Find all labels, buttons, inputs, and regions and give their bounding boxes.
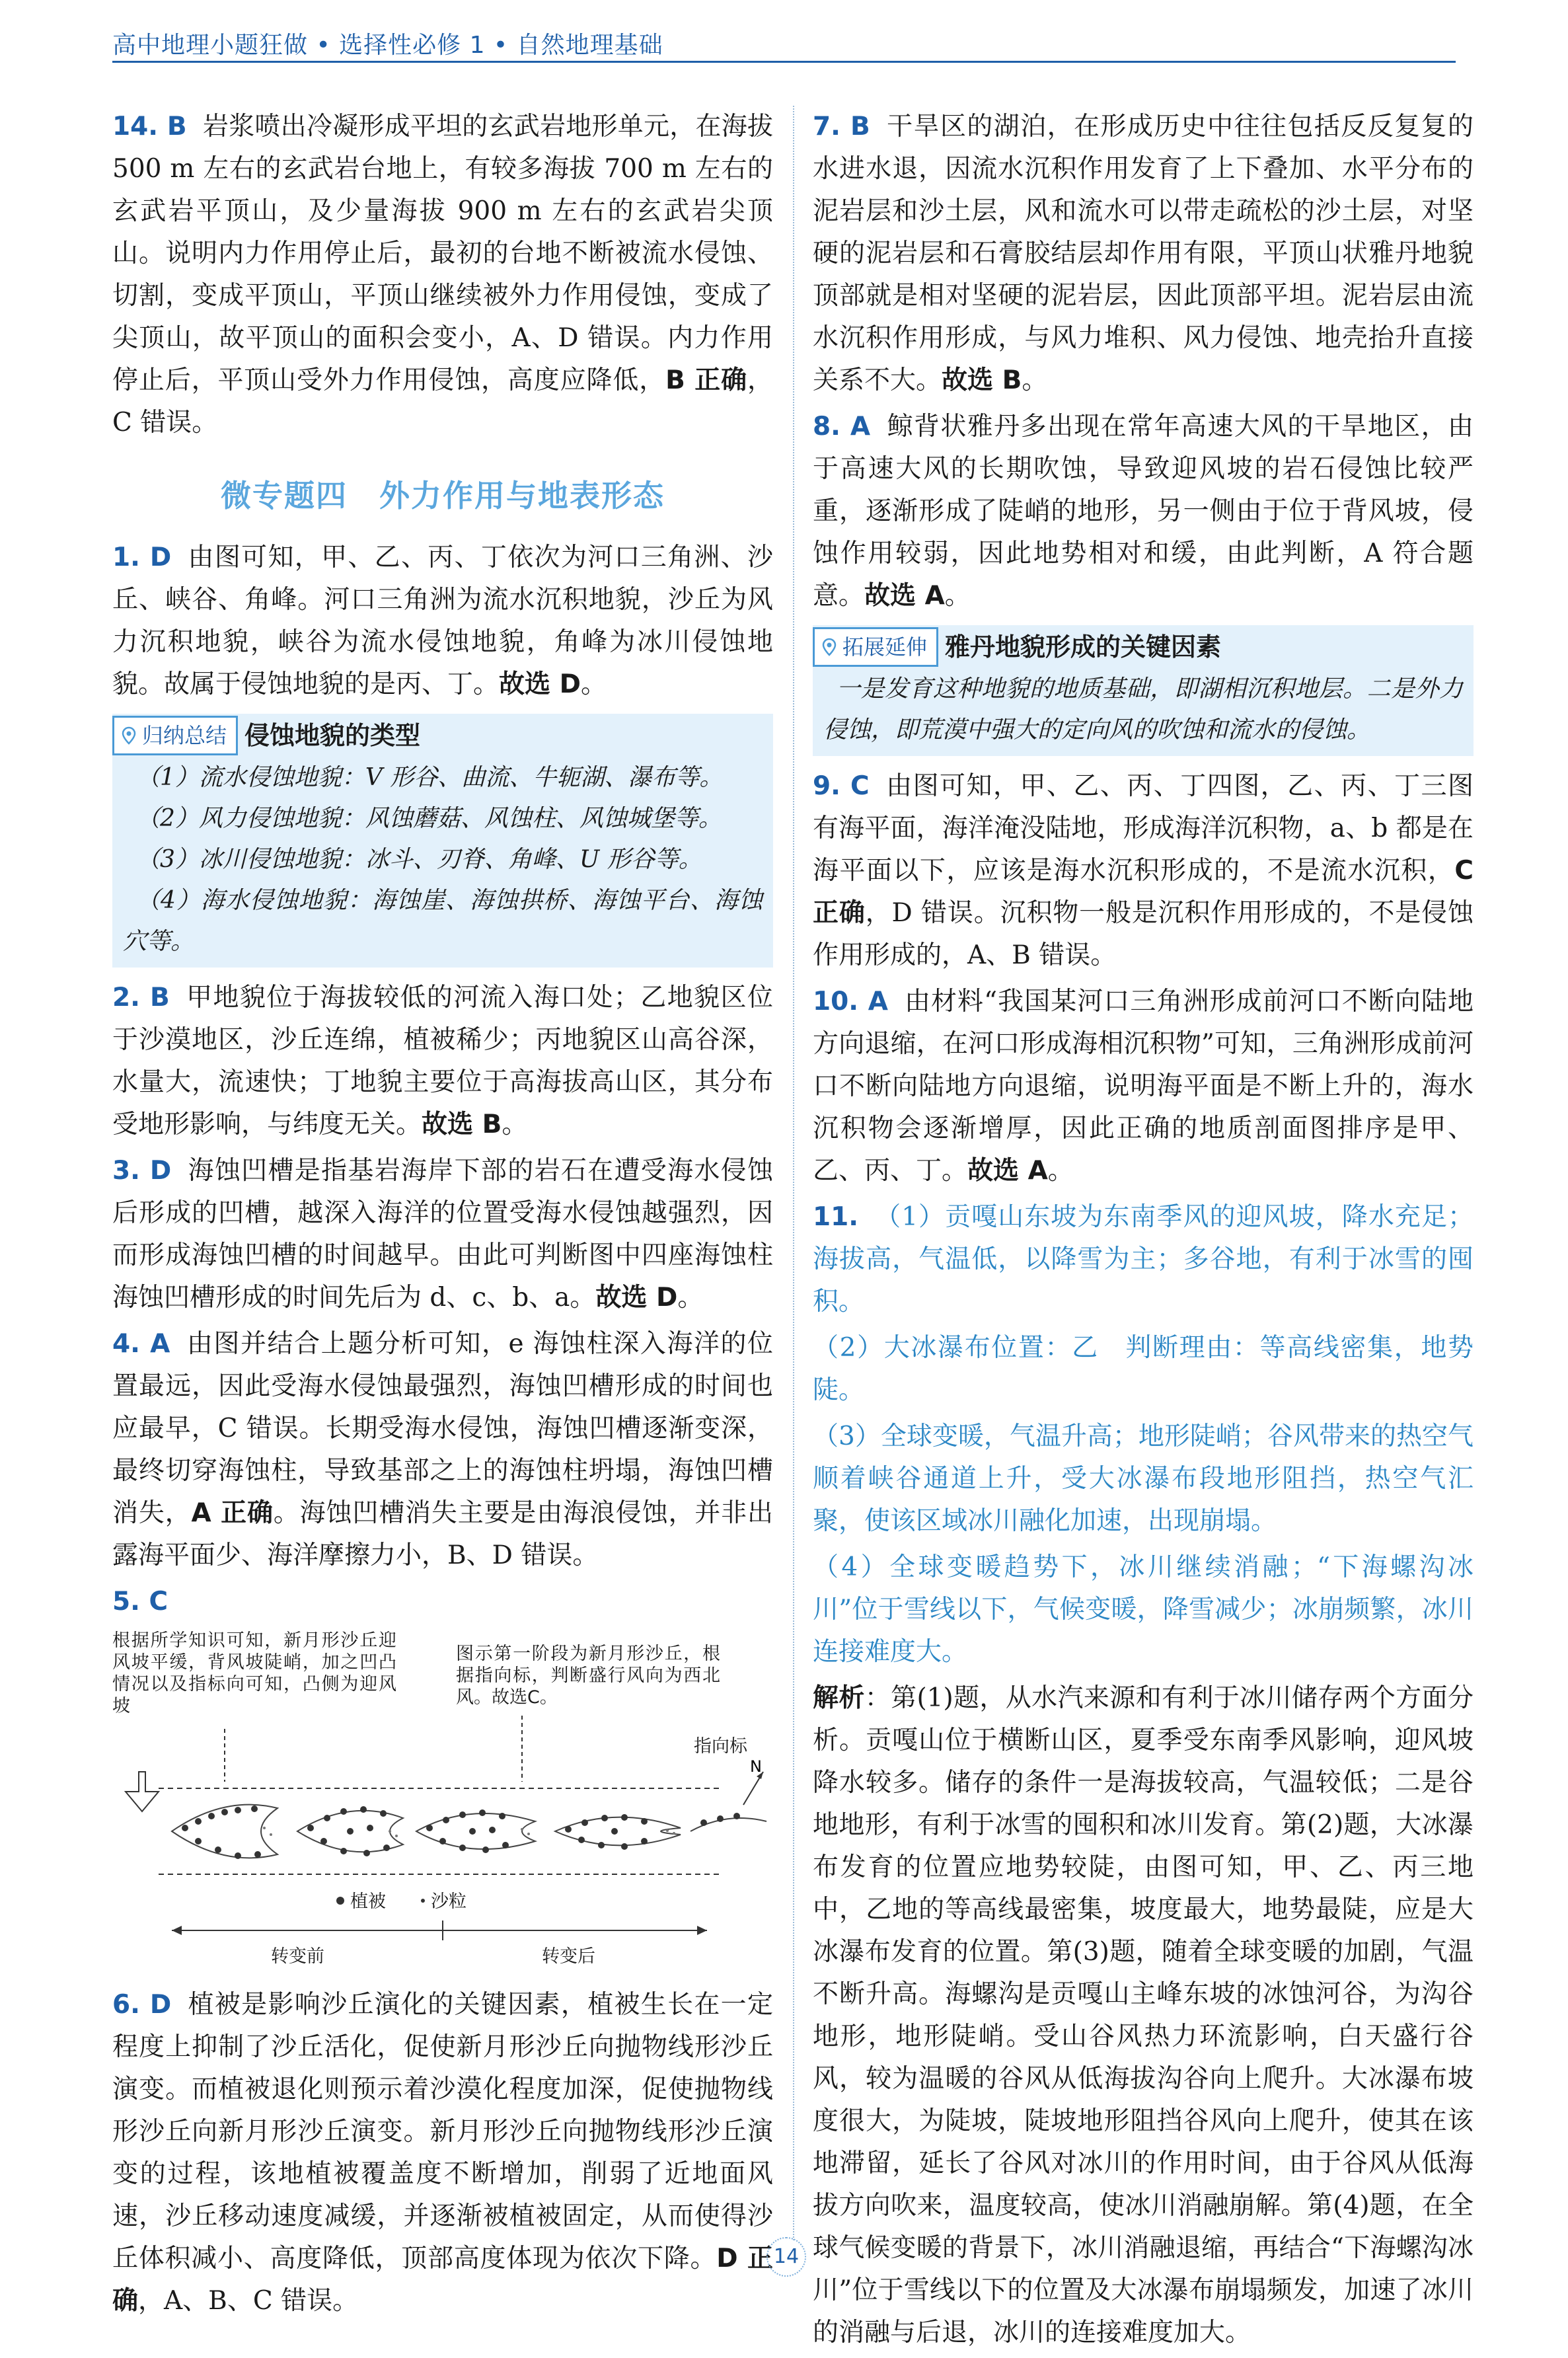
compass-label: 指向标 <box>694 1736 747 1757</box>
dune-diagram <box>112 1630 773 1973</box>
answer-11-analysis: 解析：第(1)题，从水汽来源和有利于冰川储存两个方面分析。贡嘎山位于横断山区，夏季受东南季风影响，迎风坡降水较多。储存的条件一是海拔较高，气温较低；二是谷地地形，有利于冰雪的囤积和冰川发育。第(2)题，大冰瀑布发育的位置应地势较陡，由图可知，甲、乙、丙三地中，乙地的等高线最密集，坡度最大，地势最陡，应是大冰瀑布发育的位置。第(3)题，随着全球变暖的加剧，气温不断升高。海螺沟是贡嘎山主峰东坡的冰蚀河谷，为沟谷地形，地形陡峭。受山谷风热力环流影响，白天盛行谷风，较为温暖的谷风从低海拔沟谷向上爬升。大冰瀑布坡度很大，为陡坡，陡坡地形阻挡谷风向上爬升，使其在该地滞留，延长了谷风对冰川的作用时间，由于谷风从低海拔方向吹来，温度较高，使冰川消融崩解。第(4)题，在全球气候变暖的背景下，冰川消融退缩，再结合“下海螺沟冰川”位于雪线以下的位置及大冰瀑布崩塌频发，加速了冰川的消融与后退，冰川的连接难度加大。 <box>813 1683 1474 2347</box>
summary-item: （1）流水侵蚀地貌：V 形谷、曲流、牛轭湖、瀑布等。 <box>136 764 724 791</box>
summary-title: 侵蚀地貌的类型 <box>244 721 421 750</box>
answer-10: 10. A 由材料“我国某河口三角洲形成前河口不断向陆地方向退缩，在河口形成海相沉积物”可知，三角洲形成前河口不断向陆地方向退缩，说明海平面是不断上升的，海水沉积物会逐渐增厚，因此正确的地质剖面图排序是甲、乙、丙、丁。故选 A。 <box>813 987 1474 1186</box>
dune-figure <box>112 1630 773 1973</box>
answer-11-part-3: （3）全球变暖，气温升高；地形陡峭；谷风带来的热空气顺着峡谷通道上升，受大冰瀑布段地形阻挡，热空气汇聚，使该区域冰川融化加速，出现崩塌。 <box>813 1422 1474 1536</box>
extension-tag: 拓展延伸 <box>813 627 938 667</box>
summary-tag: 归纳总结 <box>112 716 238 755</box>
answer-11-part-1: 11. （1）贡嘎山东坡为东南季风的迎风坡，降水充足；海拔高，气温低，以降雪为主；多谷地，有利于冰雪的囤积。 <box>813 1202 1474 1316</box>
answer-9: 9. C 由图可知，甲、乙、丙、丁四图，乙、丙、丁三图有海平面，海洋淹没陆地，形成海洋沉积物，a、b 都是在海平面以下，应该是海水沉积形成的，不是流水沉积，C 正确，D 错误。沉积物一般是沉积作用形成的，不是侵蚀作用形成的，A、B 错误。 <box>813 771 1474 970</box>
section-title: 微专题四 外力作用与地表形态 <box>221 478 665 513</box>
answer-11-part-2: （2）大冰瀑布位置：乙 判断理由：等高线密集，地势陡。 <box>813 1333 1474 1405</box>
north-label: N <box>750 1757 762 1776</box>
wind-arrow-icon <box>126 1772 159 1811</box>
legend-sand: 沙粒 <box>431 1891 467 1912</box>
extension-body: 一是发育这种地貌的地质基础，即湖相沉积地层。二是外力侵蚀，即荒漠中强大的定向风的吹蚀和流水的侵蚀。 <box>823 675 1463 743</box>
summary-box <box>112 714 773 968</box>
map-pin-icon <box>120 726 138 745</box>
map-pin-icon <box>820 638 839 656</box>
running-header: 高中地理小题狂做 • 选择性必修 1 • 自然地理基础 <box>112 32 663 59</box>
label-after: 转变后 <box>542 1946 595 1967</box>
vegetation-legend-icon <box>336 1897 344 1905</box>
answer-14: 14. B 岩浆喷出冷凝形成平坦的玄武岩地形单元，在海拔 500 m 左右的玄武岩台地上，有较多海拔 700 m 左右的玄武岩平顶山，及少量海拔 900 m 左右的玄武岩尖顶山。说明内力作用停止后，最初的台地不断被流水侵蚀、切割，变成平顶山，平顶山继续被外力作用侵蚀，变成了尖顶山，故平顶山的面积会变小，A、D 错误。内力作用停止后，平顶山受外力作用侵蚀，高度应降低，B 正确，C 错误。 <box>112 112 773 437</box>
summary-item: （2）风力侵蚀地貌：风蚀蘑菇、风蚀柱、风蚀城堡等。 <box>136 805 722 832</box>
answer-6: 6. D 植被是影响沙丘演化的关键因素，植被生长在一定程度上抑制了沙丘活化，促使新月形沙丘向抛物线形沙丘演变。而植被退化则预示着沙漠化程度加深，促使抛物线形沙丘向新月形沙丘演变。新月形沙丘向抛物线形沙丘演变的过程，该地植被覆盖度不断增加，削弱了近地面风速，沙丘移动速度减缓，并逐渐被植被固定，从而使得沙丘体积减小、高度降低，顶部高度体现为依次下降。D 正确，A、B、C 错误。 <box>112 1990 773 2316</box>
answer-7: 7. B 干旱区的湖泊，在形成历史中往往包括反反复复的水进水退，因流水沉积作用发育了上下叠加、水平分布的泥岩层和沙土层，风和流水可以带走疏松的沙土层，对坚硬的泥岩层和石膏胶结层却作用有限，平顶山状雅丹地貌顶部就是相对坚硬的泥岩层，因此顶部平坦。泥岩层由流水沉积作用形成，与风力堆积、风力侵蚀、地壳抬升直接关系不大。故选 B。 <box>813 112 1474 395</box>
figure-note-left: 根据所学知识可知，新月形沙丘迎风坡平缓，背风坡陡峭，加之凹凸情况以及指标向可知，凸侧为迎风坡 <box>112 1630 396 1716</box>
north-arrow-icon <box>743 1772 763 1805</box>
answer-11-part-4: （4）全球变暖趋势下，冰川继续消融；“下海螺沟冰川”位于雪线以下，气候变暖，降雪减少；冰崩频繁，冰川连接难度大。 <box>813 1552 1474 1667</box>
answer-8: 8. A 鲸背状雅丹多出现在常年高速大风的干旱地区，由于高速大风的长期吹蚀，导致迎风坡的岩石侵蚀比较严重，逐渐形成了陡峭的地形，另一侧由于位于背风坡，侵蚀作用较弱，因此地势相对和缓，由此判断，A 符合题意。故选 A。 <box>813 412 1474 611</box>
right-column <box>813 106 1474 2358</box>
answer-2: 2. B 甲地貌位于海拔较低的河流入海口处；乙地貌区位于沙漠地区，沙丘连绵，植被稀少；丙地貌区山高谷深，水量大，流速快；丁地貌主要位于高海拔高山区，其分布受地形影响，与纬度无关。故选 B。 <box>112 983 773 1139</box>
header-rule <box>112 61 1456 63</box>
column-divider <box>793 106 794 2240</box>
extension-box <box>813 625 1474 756</box>
left-column <box>112 106 773 2326</box>
page-number: 14 <box>766 2237 806 2277</box>
figure-note-right: 图示第一阶段为新月形沙丘，根据指向标，判断盛行风向为西北风。故选C。 <box>456 1644 720 1708</box>
answer-3: 3. D 海蚀凹槽是指基岩海岸下部的岩石在遭受海水侵蚀后形成的凹槽，越深入海洋的位置受海水侵蚀越强烈，因而形成海蚀凹槽的时间越早。由此可判断图中四座海蚀柱海蚀凹槽形成的时间先后为 d、c、b、a。故选 D。 <box>112 1156 773 1312</box>
summary-item: （4）海水侵蚀地貌：海蚀崖、海蚀拱桥、海蚀平台、海蚀穴等。 <box>123 887 763 955</box>
sand-legend-icon <box>421 1899 425 1903</box>
answer-1: 1. D 由图可知，甲、乙、丙、丁依次为河口三角洲、沙丘、峡谷、角峰。河口三角洲为流水沉积地貌，沙丘为风力沉积地貌，峡谷为流水侵蚀地貌，角峰为冰川侵蚀地貌。故属于侵蚀地貌的是丙、丁。故选 D。 <box>112 543 773 699</box>
label-before: 转变前 <box>271 1946 324 1967</box>
extension-title: 雅丹地貌形成的关键因素 <box>945 632 1222 662</box>
legend-vegetation: 植被 <box>350 1891 386 1912</box>
answer-5: 5. C <box>112 1587 168 1616</box>
answer-4: 4. A 由图并结合上题分析可知，e 海蚀柱深入海洋的位置最远，因此受海水侵蚀最强烈，海蚀凹槽形成的时间也应最早，C 错误。长期受海水侵蚀，海蚀凹槽逐渐变深，最终切穿海蚀柱，导致基部之上的海蚀柱坍塌，海蚀凹槽消失，A 正确。海蚀凹槽消失主要是由海浪侵蚀，并非出露海平面少、海洋摩擦力小，B、D 错误。 <box>112 1329 773 1570</box>
summary-item: （3）冰川侵蚀地貌：冰斗、刃脊、角峰、U 形谷等。 <box>136 846 702 873</box>
